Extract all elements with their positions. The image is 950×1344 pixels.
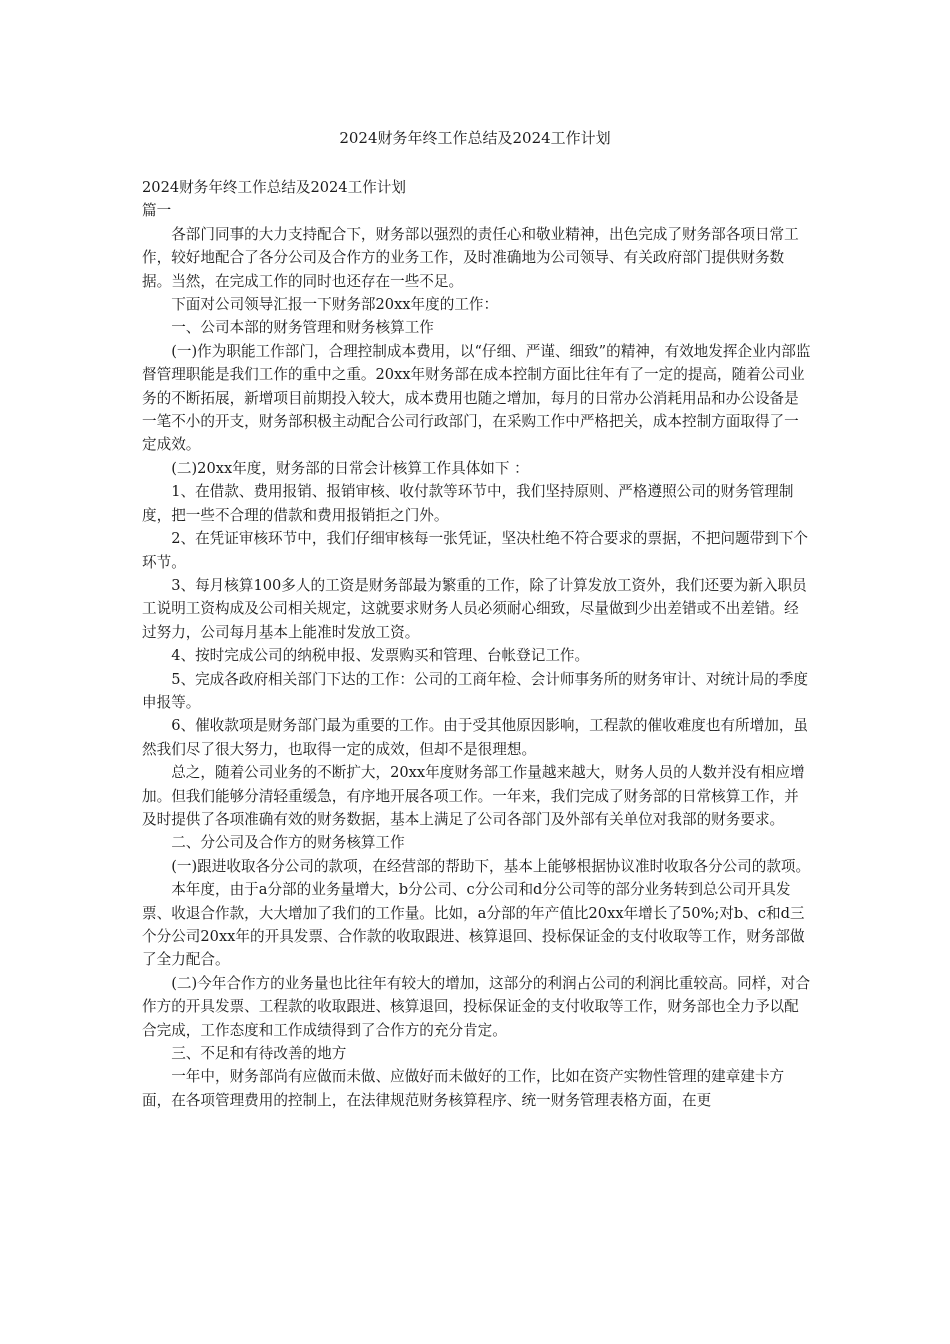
body-paragraph: 6、催收款项是财务部门最为重要的工作。由于受其他原因影响，工程款的催收难度也有所增加，虽然我们尽了很大努力，也取得一定的成效，但却不是很理想。: [142, 717, 809, 758]
section-label: 篇一: [142, 202, 172, 220]
body-paragraph: (一)跟进收取各分公司的款项，在经营部的帮助下，基本上能够根据协议准时收取各分公司的款项。: [171, 857, 811, 875]
document-title: 2024财务年终工作总结及2024工作计划: [339, 129, 611, 147]
body-paragraph: 本年度，由于a分部的业务量增大，b分公司、c分公司和d分公司等的部分业务转到总公司开具发票、收退合作款，大大增加了我们的工作量。比如，a分部的年产值比20xx年增长了50%;对b、c和d三个分公司20xx年的开具发票、合作款的收取跟进、核算退回、投标保证金的支付收取等工作，财务部做了全力配合。: [142, 881, 805, 969]
body-paragraph: 3、每月核算100多人的工资是财务部最为繁重的工作，除了计算发放工资外，我们还要为新入职员工说明工资构成及公司相关规定，这就要求财务人员必须耐心细致，尽量做到少出差错或不出差错。经过努力，公司每月基本上能准时发放工资。: [142, 576, 807, 641]
body-paragraph: (二)今年合作方的业务量也比往年有较大的增加，这部分的利润占公司的利润比重较高。同样，对合作方的开具发票、工程款的收取跟进、核算退回，投标保证金的支付收取等工作，财务部也全力予以配合完成，工作态度和工作成绩得到了合作方的充分肯定。: [142, 974, 811, 1039]
body-paragraph: 1、在借款、费用报销、报销审核、收付款等环节中，我们坚持原则、严格遵照公司的财务管理制度，把一些不合理的借款和费用报销拒之门外。: [142, 483, 794, 524]
body-paragraph: 2、在凭证审核环节中，我们仔细审核每一张凭证，坚决杜绝不符合要求的票据，不把问题带到下个环节。: [142, 530, 809, 571]
body-paragraph: 二、分公司及合作方的财务核算工作: [171, 834, 405, 852]
body-paragraph: 4、按时完成公司的纳税申报、发票购买和管理、台帐登记工作。: [171, 647, 590, 665]
document-body: [142, 176, 812, 1112]
body-paragraph: 5、完成各政府相关部门下达的工作：公司的工商年检、会计师事务所的财务审计、对统计局的季度申报等。: [142, 670, 809, 711]
body-paragraph: 总之，随着公司业务的不断扩大，20xx年度财务部工作量越来越大，财务人员的人数并没有相应增加。但我们能够分清轻重缓急，有序地开展各项工作。一年来，我们完成了财务部的日常核算工作，并及时提供了各项准确有效的财务数据，基本上满足了公司各部门及外部有关单位对我部的财务要求。: [142, 764, 805, 828]
body-paragraph: (一)作为职能工作部门，合理控制成本费用，以“仔细、严谨、细致”的精神，有效地发挥企业内部监督管理职能是我们工作的重中之重。20xx年财务部在成本控制方面比往年有了一定的提高，随着公司业务的不断拓展，新增项目前期投入较大，成本费用也随之增加，每月的日常办公消耗用品和办公设备是一笔不小的开支，财务部积极主动配合公司行政部门，在采购工作中严格把关，成本控制方面取得了一定成效。: [142, 342, 811, 454]
body-paragraph: 三、不足和有待改善的地方: [171, 1045, 347, 1063]
document-subtitle: 2024财务年终工作总结及2024工作计划: [142, 179, 406, 196]
body-paragraph: 下面对公司领导汇报一下财务部20xx年度的工作：: [171, 296, 499, 314]
body-paragraph: 各部门同事的大力支持配合下，财务部以强烈的责任心和敬业精神，出色完成了财务部各项日常工作，较好地配合了各分公司及合作方的业务工作，及时准确地为公司领导、有关政府部门提供财务数据。当然，在完成工作的同时也还存在一些不足。: [142, 225, 799, 290]
body-paragraph: 一年中，财务部尚有应做而未做、应做好而未做好的工作，比如在资产实物性管理的建章建卡方面，在各项管理费用的控制上，在法律规范财务核算程序、统一财务管理表格方面，在更: [142, 1068, 785, 1109]
body-paragraph: 一、公司本部的财务管理和财务核算工作: [171, 319, 434, 337]
body-paragraph: (二)20xx年度，财务部的日常会计核算工作具体如下 ：: [171, 459, 529, 477]
